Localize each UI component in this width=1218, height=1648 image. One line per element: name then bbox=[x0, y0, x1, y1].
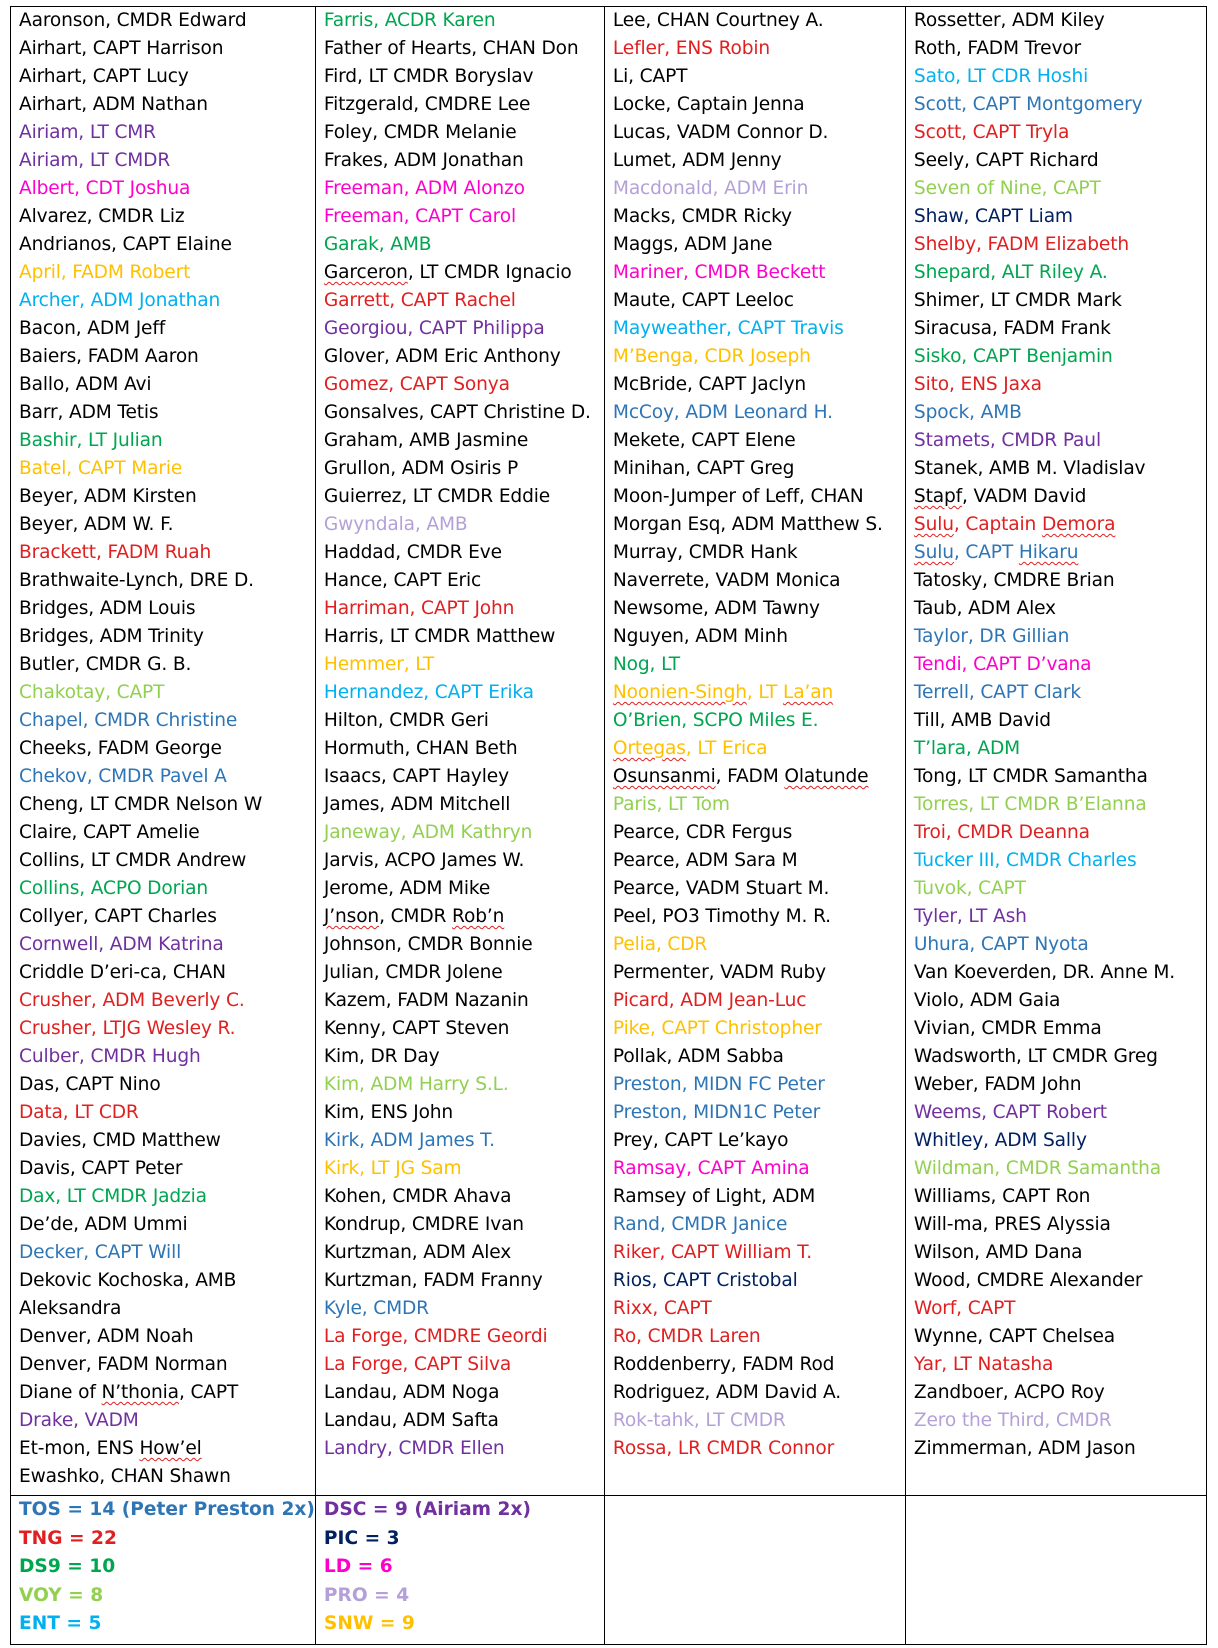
name-column-3 bbox=[604, 7, 905, 1496]
name-entry: Nguyen, ADM Minh bbox=[612, 626, 788, 647]
name-entry: Davies, CMD Matthew bbox=[19, 1130, 221, 1151]
name-entry: Pearce, CDR Fergus bbox=[612, 822, 793, 843]
spellcheck-word: Osunsanmi bbox=[612, 766, 716, 787]
name-entry: Airhart, CAPT Harrison bbox=[19, 38, 224, 59]
spellcheck-word: Sulu bbox=[913, 514, 954, 535]
name-entry: Macks, CMDR Ricky bbox=[612, 206, 792, 227]
name-entry: Hormuth, CHAN Beth bbox=[323, 738, 518, 759]
name-entry: Landau, ADM Noga bbox=[323, 1382, 500, 1403]
name-entry: Ro, CMDR Laren bbox=[612, 1326, 761, 1347]
name-entry: Janeway, ADM Kathryn bbox=[323, 822, 533, 843]
name-entry: Haddad, CMDR Eve bbox=[323, 542, 502, 563]
name-entry: Pelia, CDR bbox=[612, 934, 708, 955]
name-entry: Mayweather, CAPT Travis bbox=[612, 318, 844, 339]
name-entry: Baiers, FADM Aaron bbox=[19, 346, 199, 367]
name-entry: Seely, CAPT Richard bbox=[913, 150, 1099, 171]
legend-column-1 bbox=[11, 1496, 316, 1645]
name-entry: Weems, CAPT Robert bbox=[913, 1102, 1107, 1123]
name-entry: Landry, CMDR Ellen bbox=[323, 1438, 505, 1459]
spellcheck-word: How’el bbox=[139, 1438, 202, 1459]
name-entry: Kirk, LT JG Sam bbox=[323, 1158, 462, 1179]
spellcheck-word: Olatunde bbox=[784, 766, 869, 787]
name-entry: Denver, ADM Noah bbox=[19, 1326, 194, 1347]
name-entry: Shelby, FADM Elizabeth bbox=[913, 234, 1129, 255]
name-entry: Kim, ENS John bbox=[323, 1102, 454, 1123]
name-entry: Roddenberry, FADM Rod bbox=[612, 1354, 835, 1375]
name-entry: De’de, ADM Ummi bbox=[19, 1214, 188, 1235]
name-entry: Gwyndala, AMB bbox=[323, 514, 468, 535]
name-entry: Scott, CAPT Tryla bbox=[913, 122, 1070, 143]
name-entry: Shimer, LT CMDR Mark bbox=[913, 290, 1122, 311]
name-entry: M’Benga, CDR Joseph bbox=[612, 346, 811, 367]
name-entry: Graham, AMB Jasmine bbox=[323, 430, 529, 451]
name-entry: Rodriguez, ADM David A. bbox=[612, 1382, 842, 1403]
name-entry: Beyer, ADM W. F. bbox=[19, 514, 174, 535]
name-entry: Violo, ADM Gaia bbox=[913, 990, 1061, 1011]
name-entry: Tendi, CAPT D’vana bbox=[913, 654, 1092, 675]
spellcheck-word: J’nson bbox=[323, 906, 380, 927]
name-entry: Chekov, CMDR Pavel A bbox=[19, 766, 227, 787]
name-entry: Kirk, ADM James T. bbox=[323, 1130, 495, 1151]
name-entry: Preston, MIDN1C Peter bbox=[612, 1102, 821, 1123]
name-entry: Aaronson, CMDR Edward bbox=[19, 10, 247, 31]
spellcheck-word: Demora bbox=[1041, 514, 1116, 535]
name-entry: Mariner, CMDR Beckett bbox=[612, 262, 826, 283]
name-entry: Freeman, ADM Alonzo bbox=[323, 178, 525, 199]
name-entry: Georgiou, CAPT Philippa bbox=[323, 318, 545, 339]
name-entry: Yar, LT Natasha bbox=[913, 1354, 1054, 1375]
name-entry: Minihan, CAPT Greg bbox=[612, 458, 795, 479]
name-entry: Ortegas, LT Erica bbox=[612, 738, 768, 759]
name-entry: Tatosky, CMDRE Brian bbox=[913, 570, 1115, 591]
name-entry: Garrett, CAPT Rachel bbox=[323, 290, 516, 311]
name-entry: Chakotay, CAPT bbox=[19, 682, 165, 703]
name-entry: Sito, ENS Jaxa bbox=[913, 374, 1042, 395]
name-entry: Kenny, CAPT Steven bbox=[323, 1018, 510, 1039]
name-entry: Rossetter, ADM Kiley bbox=[913, 10, 1105, 31]
name-entry: Taub, ADM Alex bbox=[913, 598, 1056, 619]
spellcheck-word: N’thonia bbox=[101, 1382, 179, 1403]
name-entry: Nog, LT bbox=[612, 654, 680, 675]
name-entry: Noonien-Singh, LT La’an bbox=[612, 682, 834, 703]
name-entry: Collins, LT CMDR Andrew bbox=[19, 850, 247, 871]
name-entry: Whitley, ADM Sally bbox=[913, 1130, 1087, 1151]
name-entry: Wilson, AMD Dana bbox=[913, 1242, 1083, 1263]
name-entry: Archer, ADM Jonathan bbox=[19, 290, 221, 311]
name-entry: Kazem, FADM Nazanin bbox=[323, 990, 529, 1011]
spellcheck-word: Stapf bbox=[913, 486, 963, 507]
name-entry: Airiam, LT CMR bbox=[19, 122, 156, 143]
name-entry: Tong, LT CMDR Samantha bbox=[913, 766, 1148, 787]
name-entry: Rixx, CAPT bbox=[612, 1298, 712, 1319]
name-entry: Cheng, LT CMDR Nelson W bbox=[19, 794, 263, 815]
names-row bbox=[11, 7, 1207, 1496]
name-entry: Gonsalves, CAPT Christine D. bbox=[323, 402, 591, 423]
name-entry: Bacon, ADM Jeff bbox=[19, 318, 166, 339]
name-entry: Albert, CDT Joshua bbox=[19, 178, 191, 199]
name-entry: Hernandez, CAPT Erika bbox=[323, 682, 534, 703]
legend-item: LD = 6 bbox=[323, 1556, 393, 1577]
name-entry: Garak, AMB bbox=[323, 234, 432, 255]
name-entry: Dax, LT CMDR Jadzia bbox=[19, 1186, 207, 1207]
name-entry: Crusher, ADM Beverly C. bbox=[19, 990, 245, 1011]
name-entry: Shaw, CAPT Liam bbox=[913, 206, 1073, 227]
name-entry: La Forge, CMDRE Geordi bbox=[323, 1326, 548, 1347]
name-entry: Wadsworth, LT CMDR Greg bbox=[913, 1046, 1158, 1067]
name-entry: Farris, ACDR Karen bbox=[323, 10, 496, 31]
name-entry: Rok-tahk, LT CMDR bbox=[612, 1410, 786, 1431]
name-entry: Lumet, ADM Jenny bbox=[612, 150, 782, 171]
name-entry: Murray, CMDR Hank bbox=[612, 542, 798, 563]
name-entry: Picard, ADM Jean-Luc bbox=[612, 990, 807, 1011]
name-entry: Freeman, CAPT Carol bbox=[323, 206, 516, 227]
name-entry: Kim, ADM Harry S.L. bbox=[323, 1074, 509, 1095]
name-entry: Denver, FADM Norman bbox=[19, 1354, 228, 1375]
name-entry: Stamets, CMDR Paul bbox=[913, 430, 1101, 451]
name-entry: Ballo, ADM Avi bbox=[19, 374, 152, 395]
name-entry: Paris, LT Tom bbox=[612, 794, 730, 815]
name-entry: Batel, CAPT Marie bbox=[19, 458, 183, 479]
name-entry: Grullon, ADM Osiris P bbox=[323, 458, 519, 479]
name-entry: Landau, ADM Safta bbox=[323, 1410, 499, 1431]
name-entry: Moon-Jumper of Leff, CHAN bbox=[612, 486, 864, 507]
name-entry: Butler, CMDR G. B. bbox=[19, 654, 192, 675]
name-entry: Roth, FADM Trevor bbox=[913, 38, 1082, 59]
name-entry: Isaacs, CAPT Hayley bbox=[323, 766, 509, 787]
name-entry: Weber, FADM John bbox=[913, 1074, 1082, 1095]
name-entry: Davis, CAPT Peter bbox=[19, 1158, 183, 1179]
name-entry: Chapel, CMDR Christine bbox=[19, 710, 238, 731]
name-entry: Sulu, CAPT Hikaru bbox=[913, 542, 1079, 563]
name-entry: Criddle D’eri-ca, CHAN bbox=[19, 962, 226, 983]
legend-item: ENT = 5 bbox=[19, 1613, 102, 1634]
name-entry: Kondrup, CMDRE Ivan bbox=[323, 1214, 524, 1235]
name-entry: Permenter, VADM Ruby bbox=[612, 962, 826, 983]
name-entry: Wood, CMDRE Alexander bbox=[913, 1270, 1143, 1291]
name-entry: Zandboer, ACPO Roy bbox=[913, 1382, 1105, 1403]
name-entry: Newsome, ADM Tawny bbox=[612, 598, 820, 619]
name-entry: Harriman, CAPT John bbox=[323, 598, 515, 619]
name-entry: Hemmer, LT bbox=[323, 654, 435, 675]
spellcheck-word: Sulu bbox=[913, 542, 954, 563]
name-list bbox=[316, 7, 604, 1463]
name-entry: Zero the Third, CMDR bbox=[913, 1410, 1112, 1431]
name-entry: Crusher, LTJG Wesley R. bbox=[19, 1018, 236, 1039]
legend-empty-cell bbox=[905, 1496, 1206, 1645]
name-entry: Stapf, VADM David bbox=[913, 486, 1087, 507]
name-entry: Beyer, ADM Kirsten bbox=[19, 486, 197, 507]
name-entry: T’lara, ADM bbox=[913, 738, 1021, 759]
name-entry: Johnson, CMDR Bonnie bbox=[323, 934, 533, 955]
name-entry: Lefler, ENS Robin bbox=[612, 38, 771, 59]
name-entry: J’nson, CMDR Rob’n bbox=[323, 906, 505, 927]
name-entry: Rios, CAPT Cristobal bbox=[612, 1270, 798, 1291]
name-entry: Ewashko, CHAN Shawn bbox=[19, 1466, 231, 1487]
name-entry: Brathwaite-Lynch, DRE D. bbox=[19, 570, 254, 591]
name-entry: Airiam, LT CMDR bbox=[19, 150, 171, 171]
name-column-4 bbox=[905, 7, 1206, 1496]
name-entry: Glover, ADM Eric Anthony bbox=[323, 346, 561, 367]
name-entry: Fird, LT CMDR Boryslav bbox=[323, 66, 534, 87]
name-entry: Siracusa, FADM Frank bbox=[913, 318, 1111, 339]
name-entry: Kim, DR Day bbox=[323, 1046, 440, 1067]
name-list bbox=[906, 7, 1206, 1463]
name-entry: O’Brien, SCPO Miles E. bbox=[612, 710, 819, 731]
name-entry: James, ADM Mitchell bbox=[323, 794, 511, 815]
name-entry: Van Koeverden, DR. Anne M. bbox=[913, 962, 1176, 983]
name-entry: Maute, CAPT Leeloc bbox=[612, 290, 794, 311]
name-list bbox=[605, 7, 905, 1463]
legend-row bbox=[11, 1496, 1207, 1645]
name-entry: April, FADM Robert bbox=[19, 262, 191, 283]
name-entry: Barr, ADM Tetis bbox=[19, 402, 159, 423]
name-entry: La Forge, CAPT Silva bbox=[323, 1354, 512, 1375]
name-entry: Mekete, CAPT Elene bbox=[612, 430, 796, 451]
name-entry: Ramsey of Light, ADM bbox=[612, 1186, 816, 1207]
name-entry: Pike, CAPT Christopher bbox=[612, 1018, 822, 1039]
name-entry: Alvarez, CMDR Liz bbox=[19, 206, 185, 227]
name-entry: Kurtzman, ADM Alex bbox=[323, 1242, 512, 1263]
name-entry: Bridges, ADM Trinity bbox=[19, 626, 204, 647]
name-entry: Williams, CAPT Ron bbox=[913, 1186, 1091, 1207]
name-entry: Pollak, ADM Sabba bbox=[612, 1046, 784, 1067]
series-legend bbox=[316, 1496, 604, 1639]
name-entry: Rand, CMDR Janice bbox=[612, 1214, 788, 1235]
legend-item: PIC = 3 bbox=[323, 1527, 400, 1549]
legend-item: DS9 = 10 bbox=[19, 1556, 116, 1577]
name-entry: Pearce, ADM Sara M bbox=[612, 850, 798, 871]
name-entry: Hilton, CMDR Geri bbox=[323, 710, 489, 731]
legend-column-2 bbox=[315, 1496, 604, 1645]
name-entry: Das, CAPT Nino bbox=[19, 1074, 161, 1095]
name-entry: McBride, CAPT Jaclyn bbox=[612, 374, 807, 395]
name-entry: Foley, CMDR Melanie bbox=[323, 122, 517, 143]
name-entry: Kyle, CMDR bbox=[323, 1298, 429, 1319]
name-entry: Pearce, VADM Stuart M. bbox=[612, 878, 830, 899]
name-entry: Uhura, CAPT Nyota bbox=[913, 934, 1089, 955]
name-entry: Bridges, ADM Louis bbox=[19, 598, 196, 619]
name-entry: Cheeks, FADM George bbox=[19, 738, 222, 759]
name-list bbox=[11, 7, 315, 1491]
name-entry: Tucker III, CMDR Charles bbox=[913, 850, 1137, 871]
name-entry: Naverrete, VADM Monica bbox=[612, 570, 841, 591]
name-entry: Airhart, ADM Nathan bbox=[19, 94, 208, 115]
name-entry: Wildman, CMDR Samantha bbox=[913, 1158, 1161, 1179]
name-entry: Kohen, CMDR Ahava bbox=[323, 1186, 512, 1207]
name-entry: Sisko, CAPT Benjamin bbox=[913, 346, 1113, 367]
name-entry: Julian, CMDR Jolene bbox=[323, 962, 503, 983]
name-column-2 bbox=[315, 7, 604, 1496]
series-legend bbox=[11, 1496, 315, 1639]
name-entry: Drake, VADM bbox=[19, 1410, 139, 1431]
name-entry: Morgan Esq, ADM Matthew S. bbox=[612, 514, 883, 535]
name-entry: Locke, Captain Jenna bbox=[612, 94, 805, 115]
spellcheck-word: Hikaru bbox=[1018, 542, 1079, 563]
name-entry: Riker, CAPT William T. bbox=[612, 1242, 813, 1263]
name-entry: Wynne, CAPT Chelsea bbox=[913, 1326, 1116, 1347]
name-entry: Garceron, LT CMDR Ignacio bbox=[323, 262, 572, 283]
name-entry: Stanek, AMB M. Vladislav bbox=[913, 458, 1146, 479]
name-entry: Lee, CHAN Courtney A. bbox=[612, 10, 824, 31]
name-entry: Zimmerman, ADM Jason bbox=[913, 1438, 1136, 1459]
name-entry: Preston, MIDN FC Peter bbox=[612, 1074, 825, 1095]
name-entry: Torres, LT CMDR B’Elanna bbox=[913, 794, 1147, 815]
name-entry: Prey, CAPT Le’kayo bbox=[612, 1130, 789, 1151]
name-entry: Li, CAPT bbox=[612, 66, 688, 87]
name-entry: Rossa, LR CMDR Connor bbox=[612, 1438, 835, 1459]
name-entry: Decker, CAPT Will bbox=[19, 1242, 182, 1263]
name-entry: Tuvok, CAPT bbox=[913, 878, 1026, 899]
name-entry: Shepard, ALT Riley A. bbox=[913, 262, 1108, 283]
name-entry: Claire, CAPT Amelie bbox=[19, 822, 200, 843]
name-entry: Troi, CMDR Deanna bbox=[913, 822, 1090, 843]
name-entry: Lucas, VADM Connor D. bbox=[612, 122, 829, 143]
name-entry: Taylor, DR Gillian bbox=[913, 626, 1070, 647]
name-entry: Bashir, LT Julian bbox=[19, 430, 163, 451]
name-entry: Fitzgerald, CMDRE Lee bbox=[323, 94, 531, 115]
name-entry: Sulu, Captain Demora bbox=[913, 514, 1116, 535]
name-entry: Scott, CAPT Montgomery bbox=[913, 94, 1143, 115]
legend-item: DSC = 9 (Airiam 2x) bbox=[323, 1499, 531, 1520]
name-entry: Cornwell, ADM Katrina bbox=[19, 934, 224, 955]
spellcheck-word: Ortegas bbox=[612, 738, 686, 759]
name-entry: Osunsanmi, FADM Olatunde bbox=[612, 766, 869, 787]
name-entry: Terrell, CAPT Clark bbox=[913, 682, 1081, 703]
name-entry: Kurtzman, FADM Franny bbox=[323, 1270, 543, 1291]
name-entry: Peel, PO3 Timothy M. R. bbox=[612, 906, 831, 927]
spellcheck-word: Noonien-Singh bbox=[612, 682, 747, 703]
name-entry: Harris, LT CMDR Matthew bbox=[323, 626, 556, 647]
name-entry: Jarvis, ACPO James W. bbox=[323, 850, 525, 871]
name-entry: Jerome, ADM Mike bbox=[323, 878, 491, 899]
legend-item: PRO = 4 bbox=[323, 1584, 410, 1606]
name-entry: Till, AMB David bbox=[913, 710, 1051, 731]
name-entry: Macdonald, ADM Erin bbox=[612, 178, 809, 199]
name-entry: Maggs, ADM Jane bbox=[612, 234, 773, 255]
legend-item: SNW = 9 bbox=[323, 1613, 415, 1634]
legend-item: TOS = 14 (Peter Preston 2x) bbox=[19, 1499, 315, 1520]
name-entry: Collyer, CAPT Charles bbox=[19, 906, 217, 927]
name-entry: Collins, ACPO Dorian bbox=[19, 878, 208, 899]
name-entry: Culber, CMDR Hugh bbox=[19, 1046, 201, 1067]
name-entry: Spock, AMB bbox=[913, 402, 1022, 423]
name-entry: Guierrez, LT CMDR Eddie bbox=[323, 486, 551, 507]
spellcheck-word: Rob’n bbox=[452, 906, 505, 927]
name-entry: McCoy, ADM Leonard H. bbox=[612, 402, 833, 423]
name-entry: Brackett, FADM Ruah bbox=[19, 542, 212, 563]
name-entry: Sato, LT CDR Hoshi bbox=[913, 66, 1089, 87]
name-entry: Andrianos, CAPT Elaine bbox=[19, 234, 232, 255]
name-entry: Seven of Nine, CAPT bbox=[913, 178, 1101, 199]
name-entry: Ramsay, CAPT Amina bbox=[612, 1158, 810, 1179]
name-entry: Frakes, ADM Jonathan bbox=[323, 150, 524, 171]
name-entry: Father of Hearts, CHAN Don bbox=[323, 38, 579, 59]
name-column-1 bbox=[11, 7, 316, 1496]
spellcheck-word: La’an bbox=[783, 682, 834, 703]
legend-item: TNG = 22 bbox=[19, 1527, 117, 1549]
name-entry: Vivian, CMDR Emma bbox=[913, 1018, 1102, 1039]
name-entry: Will-ma, PRES Alyssia bbox=[913, 1214, 1111, 1235]
name-entry: Tyler, LT Ash bbox=[913, 906, 1027, 927]
names-table bbox=[10, 6, 1207, 1645]
name-entry: Gomez, CAPT Sonya bbox=[323, 374, 510, 395]
spellcheck-word: Garceron bbox=[323, 262, 408, 283]
legend-empty-cell bbox=[604, 1496, 905, 1645]
name-entry: Data, LT CDR bbox=[19, 1102, 139, 1123]
name-entry: Et-mon, ENS How’el bbox=[19, 1438, 202, 1459]
name-entry: Airhart, CAPT Lucy bbox=[19, 66, 189, 87]
name-entry: Hance, CAPT Eric bbox=[323, 570, 482, 591]
name-entry: Diane of N’thonia, CAPT bbox=[19, 1382, 239, 1403]
legend-item: VOY = 8 bbox=[19, 1584, 104, 1606]
name-entry: Worf, CAPT bbox=[913, 1298, 1016, 1319]
name-entry: Dekovic Kochoska, AMB Aleksandra bbox=[19, 1270, 237, 1319]
